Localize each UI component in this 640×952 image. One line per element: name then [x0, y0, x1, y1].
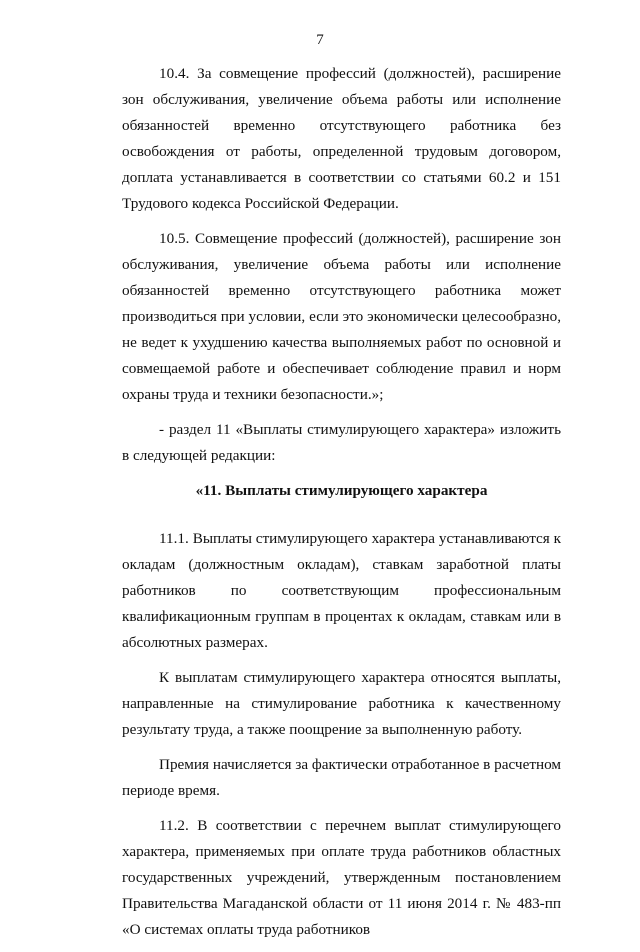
paragraph-10-5: 10.5. Совмещение профессий (должностей), расширение зон обслуживания, увеличение объема работы или исполнение обязанностей временно отсутствующего работника может производиться при условии, если это экономически целесообразно, не ведет к ухудшению качества выполняемых работ по основной и совмещаемой работе и обеспечивает соблюдение правил и норм охраны труда и техники безопасности.»; [122, 230, 561, 403]
paragraph-10-4: 10.4. За совмещение профессий (должностей), расширение зон обслуживания, увеличение объема работы или исполнение обязанностей временно отсутствующего работника без освобождения от работы, определенной трудовым договором, доплата устанавливается в соответствии со статьями 60.2 и 151 Трудового кодекса Российской Федерации. [122, 65, 561, 212]
section-heading-11: «11. Выплаты стимулирующего характера [195, 482, 488, 499]
paragraph-11-1: 11.1. Выплаты стимулирующего характера устанавливаются к окладам (должностным окладам), ставкам заработной платы работников по соответствующим профессиональным квалификационным группам в процентах к окладам, ставкам или в абсолютных размерах. [122, 530, 561, 651]
paragraph-stimulating-payments: К выплатам стимулирующего характера относятся выплаты, направленные на стимулирование работника к качественному результату труда, а также поощрение за выполненную работу. [122, 669, 561, 738]
document-body [122, 61, 561, 952]
page-number: 7 [316, 32, 324, 48]
paragraph-section-11-intro: - раздел 11 «Выплаты стимулирующего характера» изложить в следующей редакции: [122, 421, 561, 464]
paragraph-bonus: Премия начисляется за фактически отработанное в расчетном периоде время. [122, 756, 561, 799]
paragraph-11-2: 11.2. В соответствии с перечнем выплат стимулирующего характера, применяемых при оплате труда работников областных государственных учреждений, утвержденным постановлением Правительства Магаданской области от 11 июня 2014 г. № 483-пп «О системах оплаты труда работников [122, 817, 561, 938]
